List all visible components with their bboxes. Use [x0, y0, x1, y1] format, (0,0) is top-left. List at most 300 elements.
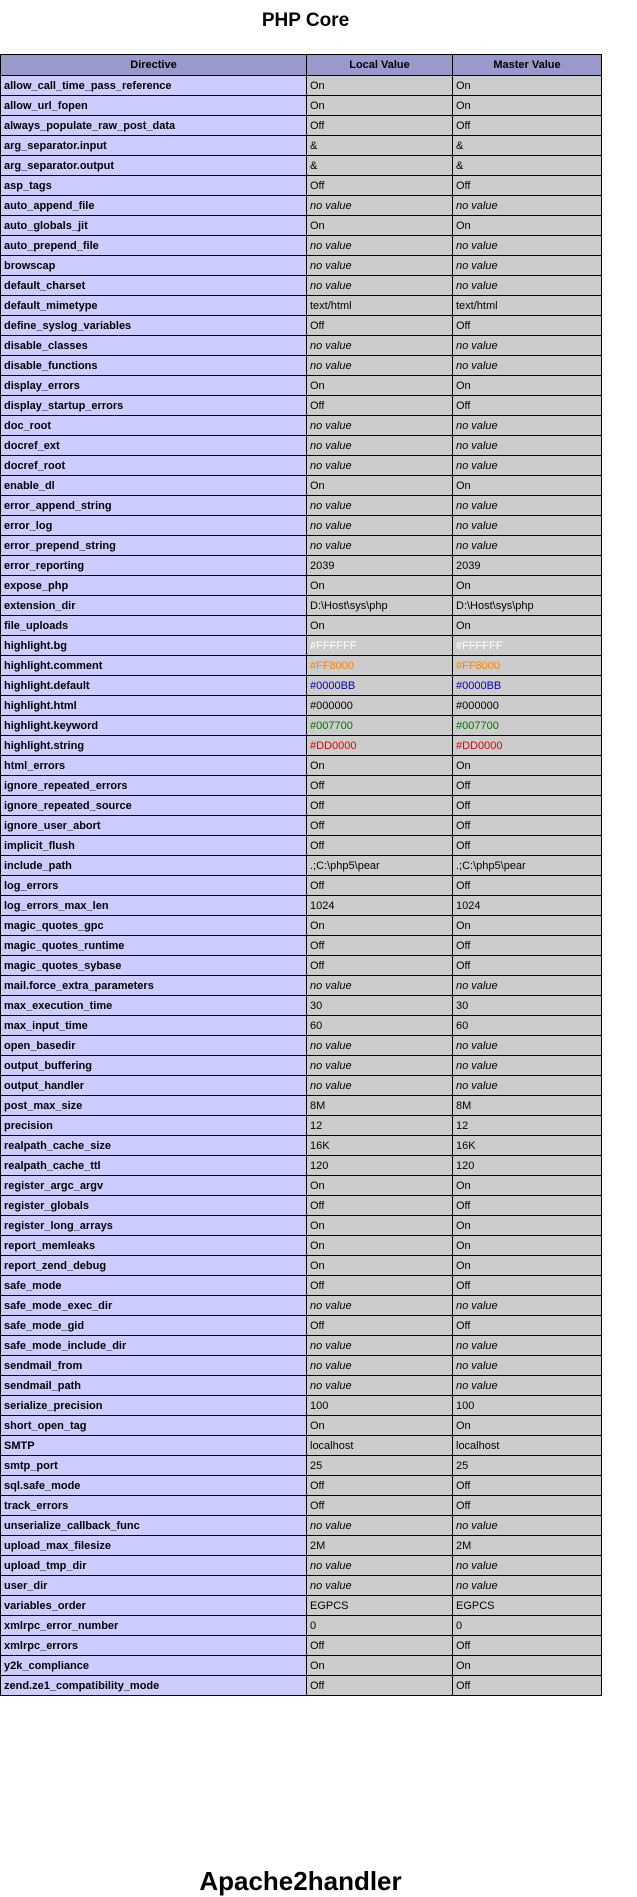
master-value: 60: [453, 1016, 602, 1036]
local-value: no value: [307, 1516, 453, 1536]
local-value: 0: [307, 1616, 453, 1636]
local-value: D:\Host\sys\php: [307, 596, 453, 616]
master-value: no value: [453, 516, 602, 536]
directive-name: register_argc_argv: [1, 1176, 307, 1196]
directive-name: upload_tmp_dir: [1, 1556, 307, 1576]
directive-name: sendmail_path: [1, 1376, 307, 1396]
directive-name: expose_php: [1, 576, 307, 596]
table-row: [1, 736, 602, 756]
directive-name: register_long_arrays: [1, 1216, 307, 1236]
table-row: [1, 1576, 602, 1596]
directive-name: post_max_size: [1, 1096, 307, 1116]
table-row: [1, 1456, 602, 1476]
local-value: On: [307, 576, 453, 596]
table-row: [1, 1356, 602, 1376]
table-row: [1, 196, 602, 216]
table-row: [1, 1036, 602, 1056]
master-value: no value: [453, 416, 602, 436]
master-value: #000000: [453, 696, 602, 716]
local-value: Off: [307, 1476, 453, 1496]
master-value: 2039: [453, 556, 602, 576]
directive-name: variables_order: [1, 1596, 307, 1616]
local-value: On: [307, 76, 453, 96]
master-value: On: [453, 1656, 602, 1676]
master-value: On: [453, 216, 602, 236]
local-value: no value: [307, 536, 453, 556]
master-value: &: [453, 156, 602, 176]
table-row: [1, 496, 602, 516]
directive-name: error_reporting: [1, 556, 307, 576]
master-value: Off: [453, 956, 602, 976]
master-value: Off: [453, 1636, 602, 1656]
directive-name: register_globals: [1, 1196, 307, 1216]
directive-name: magic_quotes_sybase: [1, 956, 307, 976]
master-value: Off: [453, 116, 602, 136]
master-value: no value: [453, 536, 602, 556]
directive-name: upload_max_filesize: [1, 1536, 307, 1556]
directive-name: browscap: [1, 256, 307, 276]
local-value: On: [307, 1416, 453, 1436]
local-value: Off: [307, 816, 453, 836]
directive-name: output_handler: [1, 1076, 307, 1096]
table-row: [1, 916, 602, 936]
local-value: no value: [307, 1376, 453, 1396]
master-value: no value: [453, 1556, 602, 1576]
master-value: On: [453, 1256, 602, 1276]
directive-name: unserialize_callback_func: [1, 1516, 307, 1536]
php-core-table: [0, 54, 602, 1696]
master-value: Off: [453, 1316, 602, 1336]
table-row: [1, 516, 602, 536]
table-row: [1, 1236, 602, 1256]
directive-name: magic_quotes_runtime: [1, 936, 307, 956]
master-value: localhost: [453, 1436, 602, 1456]
directive-name: docref_ext: [1, 436, 307, 456]
table-row: [1, 96, 602, 116]
table-row: [1, 156, 602, 176]
master-value: Off: [453, 1496, 602, 1516]
directive-name: allow_url_fopen: [1, 96, 307, 116]
table-row: [1, 1316, 602, 1336]
local-value: .;C:\php5\pear: [307, 856, 453, 876]
master-value: no value: [453, 1516, 602, 1536]
local-value: localhost: [307, 1436, 453, 1456]
master-value: #007700: [453, 716, 602, 736]
local-value: no value: [307, 276, 453, 296]
table-row: [1, 1176, 602, 1196]
master-value: #FF8000: [453, 656, 602, 676]
master-value: On: [453, 476, 602, 496]
local-value: no value: [307, 336, 453, 356]
directive-name: default_mimetype: [1, 296, 307, 316]
local-value: Off: [307, 1636, 453, 1656]
local-value: 60: [307, 1016, 453, 1036]
table-row: [1, 356, 602, 376]
local-value: On: [307, 916, 453, 936]
table-row: [1, 1676, 602, 1696]
directive-name: file_uploads: [1, 616, 307, 636]
local-value: On: [307, 216, 453, 236]
master-value: 16K: [453, 1136, 602, 1156]
directive-name: log_errors: [1, 876, 307, 896]
directive-name: include_path: [1, 856, 307, 876]
master-value: no value: [453, 356, 602, 376]
directive-name: mail.force_extra_parameters: [1, 976, 307, 996]
table-row: [1, 1116, 602, 1136]
table-row: [1, 1336, 602, 1356]
table-row: [1, 1556, 602, 1576]
master-value: On: [453, 916, 602, 936]
local-value: no value: [307, 1576, 453, 1596]
table-row: [1, 656, 602, 676]
table-row: [1, 1596, 602, 1616]
local-value: no value: [307, 1296, 453, 1316]
directive-name: max_execution_time: [1, 996, 307, 1016]
master-value: 1024: [453, 896, 602, 916]
directive-name: define_syslog_variables: [1, 316, 307, 336]
table-row: [1, 536, 602, 556]
master-value: On: [453, 1236, 602, 1256]
table-row: [1, 1656, 602, 1676]
directive-name: sql.safe_mode: [1, 1476, 307, 1496]
table-row: [1, 856, 602, 876]
master-value: Off: [453, 936, 602, 956]
master-value: no value: [453, 1076, 602, 1096]
table-row: [1, 1016, 602, 1036]
table-row: [1, 1056, 602, 1076]
master-value: no value: [453, 196, 602, 216]
directive-name: always_populate_raw_post_data: [1, 116, 307, 136]
table-row: [1, 876, 602, 896]
local-value: On: [307, 616, 453, 636]
master-value: Off: [453, 1276, 602, 1296]
master-value: no value: [453, 1356, 602, 1376]
local-value: 8M: [307, 1096, 453, 1116]
local-value: Off: [307, 1196, 453, 1216]
table-row: [1, 676, 602, 696]
local-value: Off: [307, 116, 453, 136]
table-row: [1, 896, 602, 916]
local-value: On: [307, 96, 453, 116]
master-value: no value: [453, 1036, 602, 1056]
master-value: On: [453, 1176, 602, 1196]
local-value: #FFFFFF: [307, 636, 453, 656]
directive-name: highlight.default: [1, 676, 307, 696]
local-value: no value: [307, 356, 453, 376]
directive-name: highlight.string: [1, 736, 307, 756]
table-row: [1, 236, 602, 256]
directive-name: zend.ze1_compatibility_mode: [1, 1676, 307, 1696]
local-value: 25: [307, 1456, 453, 1476]
directive-name: enable_dl: [1, 476, 307, 496]
table-row: [1, 1156, 602, 1176]
local-value: no value: [307, 976, 453, 996]
local-value: no value: [307, 456, 453, 476]
table-row: [1, 396, 602, 416]
table-row: [1, 216, 602, 236]
master-value: On: [453, 96, 602, 116]
header-directive: Directive: [1, 55, 307, 76]
master-value: Off: [453, 836, 602, 856]
local-value: &: [307, 156, 453, 176]
table-row: [1, 636, 602, 656]
local-value: no value: [307, 516, 453, 536]
directive-name: default_charset: [1, 276, 307, 296]
local-value: text/html: [307, 296, 453, 316]
master-value: 100: [453, 1396, 602, 1416]
local-value: 120: [307, 1156, 453, 1176]
table-row: [1, 756, 602, 776]
master-value: Off: [453, 876, 602, 896]
master-value: text/html: [453, 296, 602, 316]
directive-name: sendmail_from: [1, 1356, 307, 1376]
table-row: [1, 436, 602, 456]
master-value: no value: [453, 976, 602, 996]
master-value: no value: [453, 336, 602, 356]
directive-name: auto_append_file: [1, 196, 307, 216]
table-row: [1, 76, 602, 96]
directive-name: arg_separator.output: [1, 156, 307, 176]
table-row: [1, 1276, 602, 1296]
local-value: 12: [307, 1116, 453, 1136]
directive-name: ignore_repeated_source: [1, 796, 307, 816]
master-value: On: [453, 756, 602, 776]
table-row: [1, 956, 602, 976]
directive-name: error_append_string: [1, 496, 307, 516]
directive-name: error_prepend_string: [1, 536, 307, 556]
directive-name: ignore_repeated_errors: [1, 776, 307, 796]
directive-name: realpath_cache_size: [1, 1136, 307, 1156]
table-row: [1, 696, 602, 716]
table-row: [1, 276, 602, 296]
directive-name: magic_quotes_gpc: [1, 916, 307, 936]
section-title: PHP Core: [261, 10, 350, 31]
directive-name: arg_separator.input: [1, 136, 307, 156]
master-value: #FFFFFF: [453, 636, 602, 656]
local-value: Off: [307, 876, 453, 896]
directive-name: extension_dir: [1, 596, 307, 616]
directive-name: smtp_port: [1, 1456, 307, 1476]
table-row: [1, 576, 602, 596]
local-value: no value: [307, 256, 453, 276]
master-value: no value: [453, 1056, 602, 1076]
table-row: [1, 556, 602, 576]
table-row: [1, 596, 602, 616]
local-value: 2039: [307, 556, 453, 576]
directive-name: ignore_user_abort: [1, 816, 307, 836]
master-value: Off: [453, 776, 602, 796]
local-value: no value: [307, 1556, 453, 1576]
table-row: [1, 336, 602, 356]
directive-name: highlight.comment: [1, 656, 307, 676]
directive-name: SMTP: [1, 1436, 307, 1456]
local-value: On: [307, 376, 453, 396]
local-value: no value: [307, 1036, 453, 1056]
directive-name: report_zend_debug: [1, 1256, 307, 1276]
table-row: [1, 376, 602, 396]
directive-name: auto_prepend_file: [1, 236, 307, 256]
master-value: no value: [453, 1296, 602, 1316]
master-value: 30: [453, 996, 602, 1016]
directive-name: highlight.keyword: [1, 716, 307, 736]
directive-name: safe_mode_include_dir: [1, 1336, 307, 1356]
table-row: [1, 976, 602, 996]
master-value: Off: [453, 316, 602, 336]
directive-name: display_errors: [1, 376, 307, 396]
local-value: On: [307, 1236, 453, 1256]
master-value: On: [453, 1216, 602, 1236]
table-row: [1, 296, 602, 316]
master-value: 2M: [453, 1536, 602, 1556]
directive-name: disable_classes: [1, 336, 307, 356]
table-row: [1, 1536, 602, 1556]
local-value: 100: [307, 1396, 453, 1416]
local-value: #000000: [307, 696, 453, 716]
table-row: [1, 716, 602, 736]
local-value: no value: [307, 1336, 453, 1356]
local-value: Off: [307, 1496, 453, 1516]
local-value: 1024: [307, 896, 453, 916]
table-row: [1, 416, 602, 436]
local-value: Off: [307, 396, 453, 416]
local-value: Off: [307, 1676, 453, 1696]
table-row: [1, 476, 602, 496]
local-value: 16K: [307, 1136, 453, 1156]
directive-name: report_memleaks: [1, 1236, 307, 1256]
header-master-value: Master Value: [453, 55, 602, 76]
table-row: [1, 256, 602, 276]
directive-name: xmlrpc_errors: [1, 1636, 307, 1656]
table-row: [1, 1616, 602, 1636]
local-value: #DD0000: [307, 736, 453, 756]
local-value: On: [307, 1216, 453, 1236]
directive-name: max_input_time: [1, 1016, 307, 1036]
local-value: no value: [307, 236, 453, 256]
directive-name: realpath_cache_ttl: [1, 1156, 307, 1176]
local-value: Off: [307, 1316, 453, 1336]
table-row: [1, 1216, 602, 1236]
table-row: [1, 316, 602, 336]
table-row: [1, 1096, 602, 1116]
directive-name: safe_mode_exec_dir: [1, 1296, 307, 1316]
master-value: On: [453, 376, 602, 396]
table-row: [1, 836, 602, 856]
table-row: [1, 1636, 602, 1656]
table-row: [1, 1136, 602, 1156]
master-value: Off: [453, 396, 602, 416]
table-row: [1, 796, 602, 816]
master-value: no value: [453, 1376, 602, 1396]
master-value: no value: [453, 256, 602, 276]
directive-name: track_errors: [1, 1496, 307, 1516]
master-value: On: [453, 76, 602, 96]
table-row: [1, 1436, 602, 1456]
directive-name: disable_functions: [1, 356, 307, 376]
table-row: [1, 936, 602, 956]
table-row: [1, 1256, 602, 1276]
directive-name: safe_mode_gid: [1, 1316, 307, 1336]
table-row: [1, 1196, 602, 1216]
master-value: no value: [453, 236, 602, 256]
master-value: Off: [453, 1196, 602, 1216]
master-value: Off: [453, 1476, 602, 1496]
local-value: Off: [307, 176, 453, 196]
local-value: #0000BB: [307, 676, 453, 696]
directive-name: doc_root: [1, 416, 307, 436]
directive-name: log_errors_max_len: [1, 896, 307, 916]
local-value: Off: [307, 956, 453, 976]
local-value: no value: [307, 1356, 453, 1376]
master-value: On: [453, 1416, 602, 1436]
directive-name: open_basedir: [1, 1036, 307, 1056]
directive-name: serialize_precision: [1, 1396, 307, 1416]
master-value: #DD0000: [453, 736, 602, 756]
local-value: &: [307, 136, 453, 156]
table-row: [1, 616, 602, 636]
local-value: #007700: [307, 716, 453, 736]
local-value: #FF8000: [307, 656, 453, 676]
master-value: On: [453, 576, 602, 596]
master-value: On: [453, 616, 602, 636]
table-row: [1, 1416, 602, 1436]
local-value: no value: [307, 496, 453, 516]
table-row: [1, 776, 602, 796]
table-row: [1, 1396, 602, 1416]
next-section-title: Apache2handler: [199, 1866, 402, 1896]
local-value: no value: [307, 436, 453, 456]
directive-name: auto_globals_jit: [1, 216, 307, 236]
local-value: EGPCS: [307, 1596, 453, 1616]
table-row: [1, 1376, 602, 1396]
local-value: On: [307, 1256, 453, 1276]
table-row: [1, 456, 602, 476]
local-value: Off: [307, 776, 453, 796]
local-value: On: [307, 756, 453, 776]
master-value: 0: [453, 1616, 602, 1636]
master-value: D:\Host\sys\php: [453, 596, 602, 616]
local-value: no value: [307, 416, 453, 436]
directive-name: short_open_tag: [1, 1416, 307, 1436]
master-value: no value: [453, 456, 602, 476]
local-value: no value: [307, 196, 453, 216]
table-row: [1, 996, 602, 1016]
table-row: [1, 1496, 602, 1516]
directive-name: asp_tags: [1, 176, 307, 196]
directive-name: precision: [1, 1116, 307, 1136]
local-value: no value: [307, 1076, 453, 1096]
directive-name: highlight.html: [1, 696, 307, 716]
local-value: Off: [307, 316, 453, 336]
master-value: Off: [453, 816, 602, 836]
local-value: On: [307, 1176, 453, 1196]
master-value: #0000BB: [453, 676, 602, 696]
local-value: 2M: [307, 1536, 453, 1556]
local-value: 30: [307, 996, 453, 1016]
directive-name: safe_mode: [1, 1276, 307, 1296]
master-value: no value: [453, 436, 602, 456]
table-row: [1, 116, 602, 136]
table-row: [1, 176, 602, 196]
master-value: .;C:\php5\pear: [453, 856, 602, 876]
local-value: Off: [307, 1276, 453, 1296]
table-row: [1, 1476, 602, 1496]
directive-name: html_errors: [1, 756, 307, 776]
directive-name: xmlrpc_error_number: [1, 1616, 307, 1636]
directive-name: user_dir: [1, 1576, 307, 1596]
local-value: Off: [307, 836, 453, 856]
table-header-row: [1, 55, 602, 76]
master-value: no value: [453, 1336, 602, 1356]
